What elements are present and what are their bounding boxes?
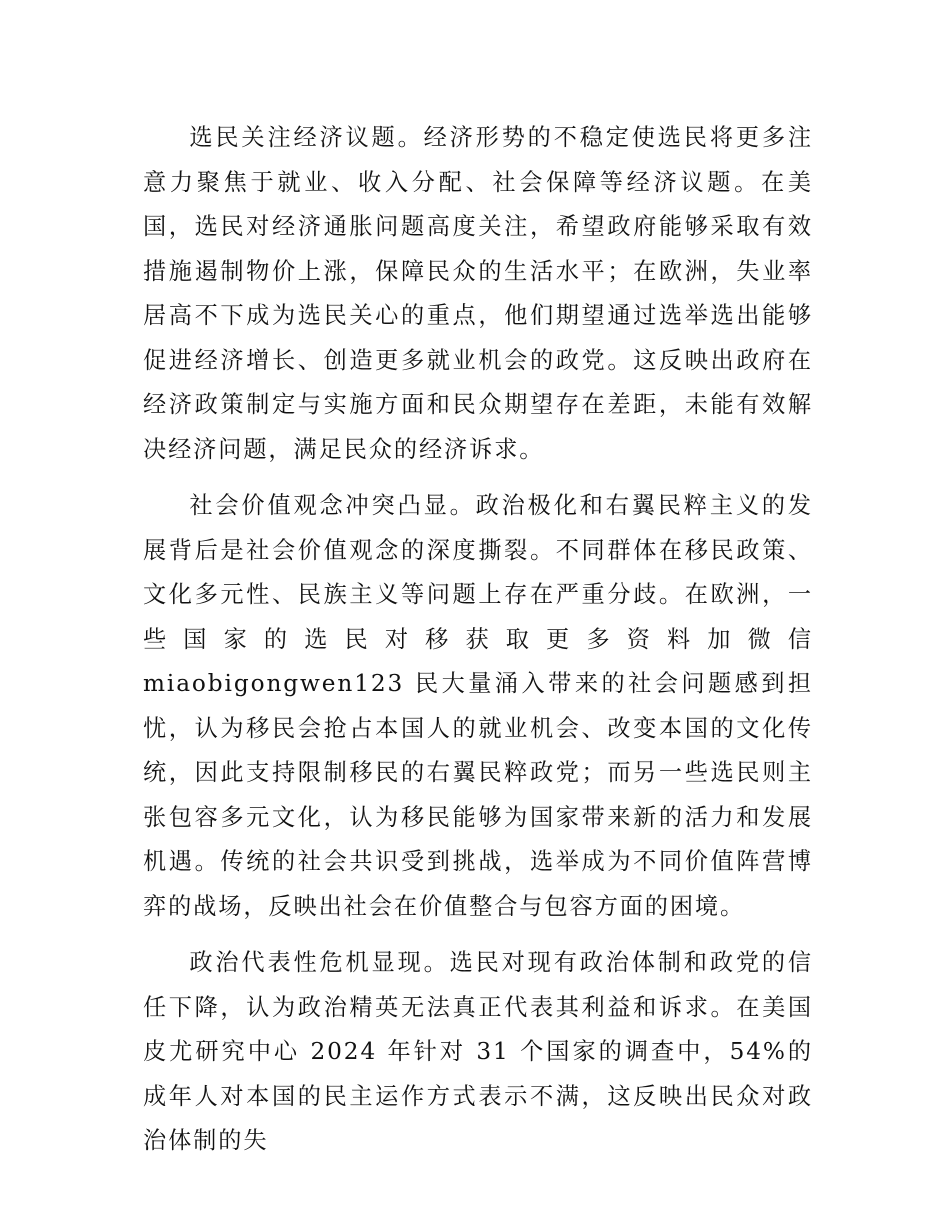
paragraph-social-values: 社会价值观念冲突凸显。政治极化和右翼民粹主义的发展背后是社会价值观念的深度撕裂。不同群体在移民政策、文化多元性、民族主义等问题上存在严重分歧。在欧洲，一些国家的选民对移获取更多资料加微信 miaobigongwen123 民大量涌入带来的社会问题感到担忧，认为移民会抢占本国人的就业机会、改变本国的文化传统，因此支持限制移民的右翼民粹政党；而另一些选民则主张包容多元文化，认为移民能够为国家带来新的活力和发展机遇。传统的社会共识受到挑战，选举成为不同价值阵营博弈的战场，反映出社会在价值整合与包容方面的困境。: [143, 492, 813, 920]
document-body: [143, 116, 813, 1164]
paragraph-political-representation: 政治代表性危机显现。选民对现有政治体制和政党的信任下降，认为政治精英无法真正代表其利益和诉求。在美国皮尤研究中心 2024 年针对 31 个国家的调查中，54%的成年人对本国的民主运作方式表示不满，这反映出民众对政治体制的失: [143, 949, 813, 1154]
paragraph-economic-issues: 选民关注经济议题。经济形势的不稳定使选民将更多注意力聚焦于就业、收入分配、社会保障等经济议题。在美国，选民对经济通胀问题高度关注，希望政府能够采取有效措施遏制物价上涨，保障民众的生活水平；在欧洲，失业率居高不下成为选民关心的重点，他们期望通过选举选出能够促进经济增长、创造更多就业机会的政党。这反映出政府在经济政策制定与实施方面和民众期望存在差距，未能有效解决经济问题，满足民众的经济诉求。: [143, 124, 813, 463]
